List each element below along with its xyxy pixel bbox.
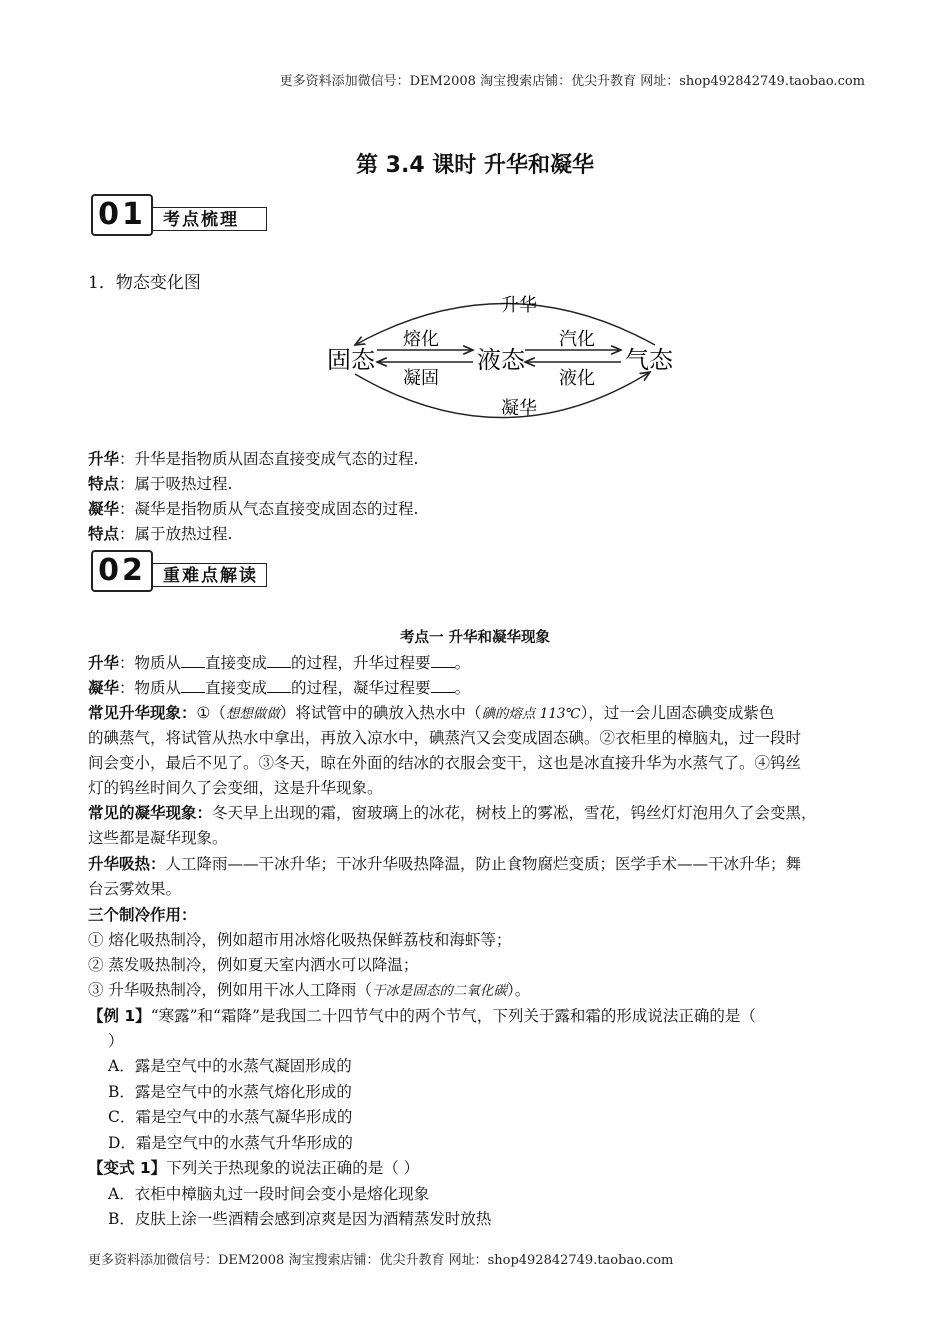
answer-option: C．霜是空气中的水蒸气凝华形成的	[108, 1108, 353, 1126]
section-badge-2	[91, 550, 269, 590]
fill-blank-line: 升华：物质从 直接变成 的过程，升华过程要 。	[88, 654, 471, 672]
label-deposit: 凝华	[501, 398, 537, 419]
definition-line: 升华：升华是指物质从固态直接变成气态的过程.	[88, 450, 419, 468]
question-line: 【例 1】“寒露”和“霜降”是我国二十四节气中的两个节气，下列关于露和霜的形成说法正确的是（	[88, 1007, 756, 1025]
list-item: ① 熔化吸热制冷，例如超市用冰熔化吸热保鲜荔枝和海虾等；	[88, 931, 512, 949]
paragraph-line: 间会变小，最后不见了。③冬天，晾在外面的结冰的衣服会变干，这也是冰直接升华为水蒸气了。④钨丝	[88, 754, 802, 772]
state-liquid: 液态	[477, 346, 525, 374]
list-item: ③ 升华吸热制冷，例如用干冰人工降雨（干冰是固态的二氧化碳）。	[88, 981, 531, 999]
definition-line: 特点：属于吸热过程.	[88, 475, 233, 493]
fill-blank-line: 凝华：物质从 直接变成 的过程，凝华过程要 。	[88, 679, 471, 697]
label-melt: 熔化	[403, 329, 439, 350]
page-title: 第 3.4 课时 升华和凝华	[356, 153, 594, 178]
label-sublimate: 升华	[501, 295, 537, 316]
paragraph-line: 升华吸热：人工降雨——干冰升华；干冰升华吸热降温，防止食物腐烂变质；医学手术——干冰升华；舞	[88, 855, 802, 873]
page-footer: 更多资料添加微信号：DEM2008 淘宝搜索店铺：优尖升教育 网址：shop492842749.taobao.com	[88, 1253, 674, 1268]
answer-option: D．霜是空气中的水蒸气升华形成的	[108, 1134, 353, 1152]
section-number: 02	[91, 550, 153, 592]
paragraph-line: 这些都是凝华现象。	[88, 829, 228, 847]
paragraph-line: 常见升华现象：①（想想做做）将试管中的碘放入热水中（碘的熔点 113℃），过一会儿固态碘变成紫色	[88, 704, 775, 722]
state-gas: 气态	[625, 346, 673, 374]
paragraph-line: 台云雾效果。	[88, 880, 182, 898]
section-badge-1	[91, 194, 269, 234]
label-solidify: 凝固	[403, 368, 439, 389]
answer-option: B．露是空气中的水蒸气熔化形成的	[108, 1083, 352, 1101]
section-label: 重难点解读	[151, 563, 267, 587]
section-number: 01	[91, 194, 153, 236]
answer-option: B．皮肤上涂一些酒精会感到凉爽是因为酒精蒸发时放热	[108, 1210, 492, 1228]
answer-option: A．衣柜中樟脑丸过一段时间会变小是熔化现象	[108, 1185, 430, 1203]
label-liquefy: 液化	[559, 368, 595, 389]
topic-heading: 考点一 升华和凝华现象	[399, 630, 551, 646]
item-heading: 1．物态变化图	[88, 273, 201, 293]
list-item: ② 蒸发吸热制冷，例如夏天室内洒水可以降温；	[88, 956, 419, 974]
section-label: 考点梳理	[151, 207, 267, 231]
page-header: 更多资料添加微信号：DEM2008 淘宝搜索店铺：优尖升教育 网址：shop492842749.taobao.com	[279, 74, 865, 89]
definition-line: 特点：属于放热过程.	[88, 525, 233, 543]
paragraph-line: 灯的钨丝时间久了会变细，这是升华现象。	[88, 779, 383, 797]
state-solid: 固态	[327, 346, 375, 374]
question-line: ）	[108, 1032, 124, 1050]
question-line: 【变式 1】下列关于热现象的说法正确的是（ ）	[88, 1159, 420, 1177]
definition-line: 凝华：凝华是指物质从气态直接变成固态的过程.	[88, 500, 419, 518]
paragraph-line: 的碘蒸气，将试管从热水中拿出，再放入凉水中，碘蒸汽又会变成固态碘。②衣柜里的樟脑丸，过一段时	[88, 729, 802, 747]
answer-option: A．露是空气中的水蒸气凝固形成的	[108, 1057, 352, 1075]
label-vaporize: 汽化	[559, 329, 595, 350]
paragraph-line: 三个制冷作用：	[88, 906, 197, 924]
paragraph-line: 常见的凝华现象：冬天早上出现的霜，窗玻璃上的冰花，树枝上的雾凇，雪花，钨丝灯灯泡用久了会变黑，	[88, 804, 817, 822]
state-change-diagram	[325, 292, 685, 427]
